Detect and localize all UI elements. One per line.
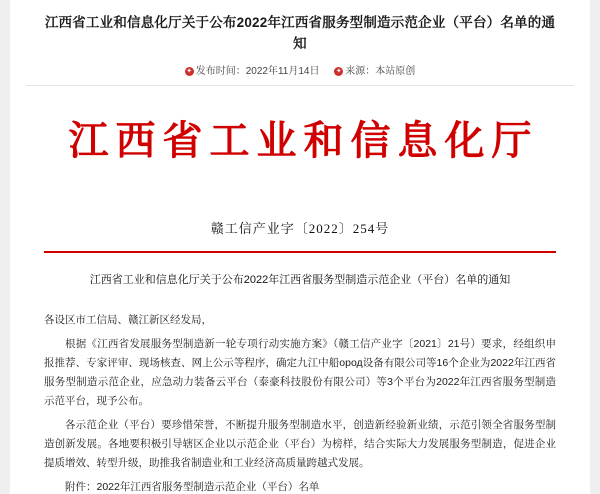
paragraph-1: 根据《江西省发展服务型制造新一轮专项行动实施方案》（赣工信产业字〔2021〕21号）要求，经组织申报推荐、专家评审、现场核查、网上公示等程序，确定九江中船ород设备有限公司等16个企业为2022年江西省服务型制造示范企业，应急动力装备云平台（泰豪科技股份有限公司）等3个平台为2022年江西省服务型制造示范平台，现予公布。 [44,338,556,407]
issuing-authority: 江西省工业和信息化厅 [68,118,539,163]
page-margin-left [0,0,10,494]
document-number: 赣工信产业字〔2022〕254号 [210,221,390,236]
source-label: 来源：本站原创 [345,66,416,77]
paragraph-2: 各示范企业（平台）要珍惜荣誉，不断提升服务型制造水平，创造新经验新业绩，示范引领全省服务型制造创新发展。各地要积极引导辖区企业以示范企业（平台）为榜样，结合实际大力发展服务型制造，促进企业提质增效、转型升级，助推我省制造业和工业经济高质量跨越式发展。 [44,419,556,469]
document-body [10,289,590,494]
redhead-block [10,86,590,180]
source [334,62,415,77]
page-title: 江西省工业和信息化厅关于公布2022年江西省服务型制造示范企业（平台）名单的通知 [44,15,556,51]
publish-time [185,62,320,77]
tag-icon: ✦ [335,68,342,75]
paragraph-attachment: 附件：2022年江西省服务型制造示范企业（平台）名单 [65,481,320,493]
document-subject: 江西省工业和信息化厅关于公布2022年江西省服务型制造示范企业（平台）名单的通知 [89,274,511,286]
document-meta [10,58,590,83]
page-margin-right [590,0,600,494]
publish-time-label: 发布时间：2022年11月14日 [195,66,320,77]
document-content [10,0,590,494]
clock-icon: ✦ [186,68,193,75]
paragraph-salutation: 各设区市工信局、赣江新区经发局， [44,314,212,326]
